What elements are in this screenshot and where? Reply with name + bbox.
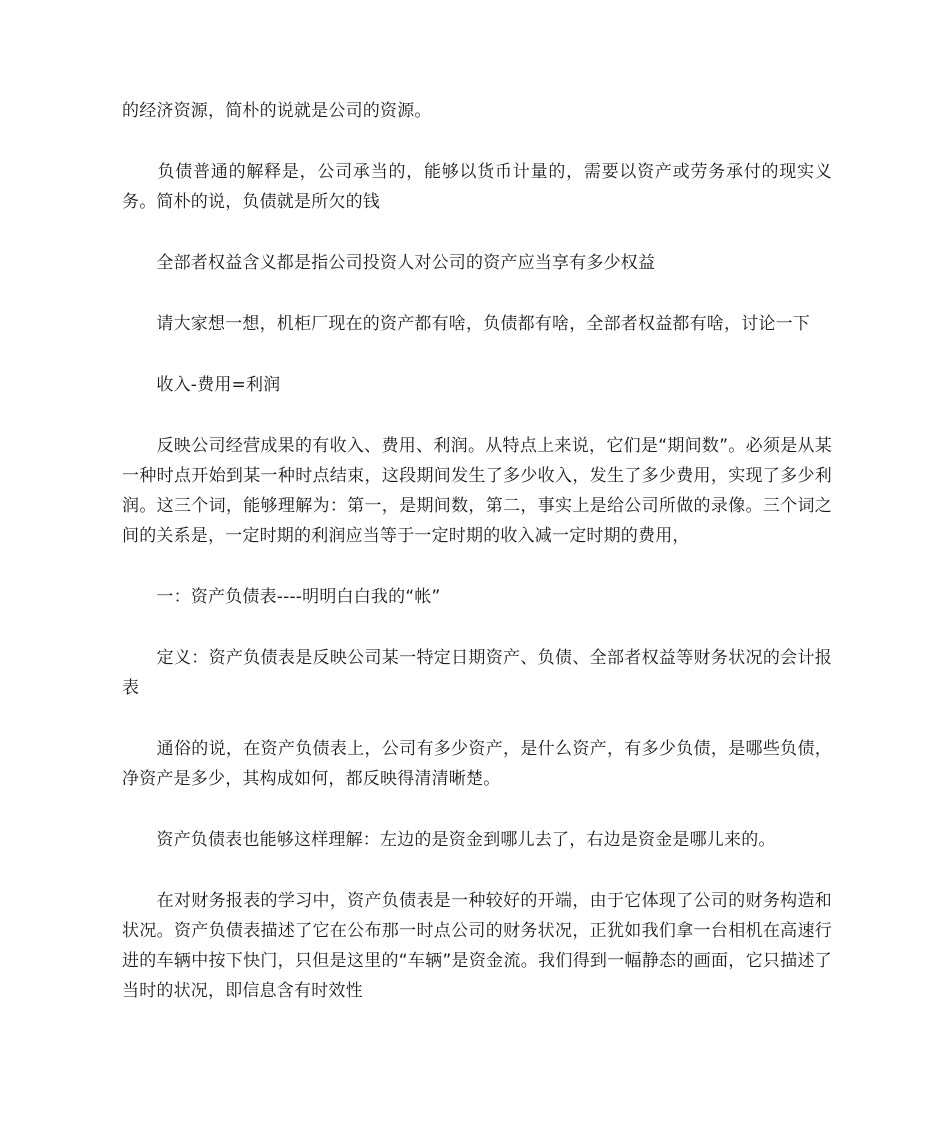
paragraph-left-right-sides: 资产负债表也能够这样理解：左边的是资金到哪儿去了，右边是资金是哪儿来的。 [122, 830, 776, 850]
paragraph-economic-resources: 的经济资源，简朴的说就是公司的资源。 [122, 101, 432, 121]
paragraph-balance-sheet-plain: 通俗的说，在资产负债表上，公司有多少资产，是什么资产，有多少负债，是哪些负债，净资产是多少，其构成如何，都反映得清清晰楚。 [122, 739, 832, 789]
paragraph-owners-equity: 全部者权益含义都是指公司投资人对公司的资产应当享有多少权益 [122, 253, 656, 273]
paragraph-balance-sheet-definition: 定义：资产负债表是反映公司某一特定日期资产、负债、全部者权益等财务状况的会计报表 [122, 648, 832, 698]
paragraph-camera-analogy: 在对财务报表的学习中，资产负债表是一种较好的开端，由于它体现了公司的财务构造和状况。资产负债表描述了它在公布那一时点公司的财务状况，正犹如我们拿一台相机在高速行进的车辆中按下快门，只但是这里的“车辆”是资金流。我们得到一幅静态的画面，它只描述了当时的状况，即信息含有时效性 [122, 891, 832, 1001]
paragraph-operating-results: 反映公司经营成果的有收入、费用、利润。从特点上来说，它们是“期间数”。必须是从某一种时点开始到某一种时点结束，这段期间发生了多少收入，发生了多少费用，实现了多少利润。这三个词，能够理解为：第一，是期间数，第二，事实上是给公司所做的录像。三个词之间的关系是，一定时期的利润应当等于一定时期的收入减一定时期的费用， [122, 436, 832, 546]
paragraph-discussion-prompt: 请大家想一想，机柜厂现在的资产都有啥，负债都有啥，全部者权益都有啥，讨论一下 [122, 314, 810, 334]
paragraph-liabilities-definition: 负债普通的解释是，公司承当的，能够以货币计量的，需要以资产或劳务承付的现实义务。简朴的说，负债就是所欠的钱 [122, 162, 832, 212]
paragraph-profit-formula: 收入-费用=利润 [122, 375, 281, 395]
section-heading-balance-sheet: 一：资产负债表----明明白白我的“帐” [122, 587, 441, 607]
document-body [122, 96, 832, 1006]
